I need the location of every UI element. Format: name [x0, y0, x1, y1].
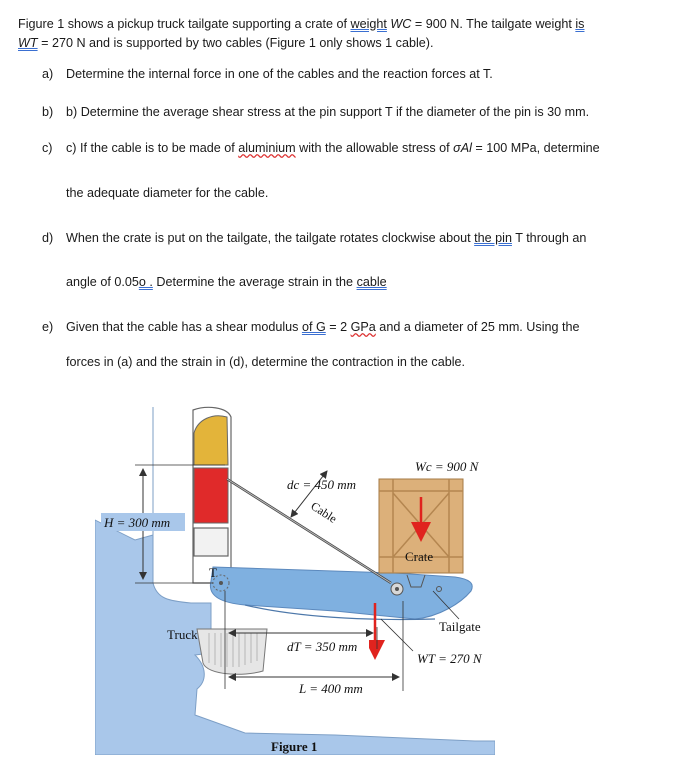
crate-label: Crate — [405, 549, 434, 564]
item-e-text — [66, 320, 580, 334]
wt-label: WT = 270 N — [417, 651, 482, 666]
item-c-text-cont: the adequate diameter for the cable. — [66, 186, 269, 200]
figure-1 — [95, 405, 495, 755]
item-d-text-part: T through an — [511, 231, 587, 245]
item-e-text-part: Given that the cable has a shear modulus — [66, 320, 302, 334]
intro-text: is — [575, 17, 585, 31]
item-c-text-part: = 100 MPa, determine — [471, 141, 600, 155]
intro-text: Figure 1 shows a pickup truck tailgate supporting a crate of — [18, 17, 351, 31]
tailgate-label: Tailgate — [439, 619, 481, 634]
item-e-text-part: GPa — [350, 320, 376, 334]
item-a-label: a) — [42, 67, 54, 81]
item-c-text-part: with the allowable stress of — [295, 141, 454, 155]
item-c-text — [66, 141, 600, 155]
taillight-white — [194, 528, 228, 556]
wt-leader — [381, 619, 413, 651]
h-label: H = 300 mm — [104, 515, 171, 530]
intro-line-2 — [18, 34, 584, 53]
item-e-text-part: of G — [301, 320, 326, 334]
figure-caption: Figure 1 — [271, 739, 318, 754]
intro-text: = 270 N and is supported by two cables (Figure 1 only shows 1 cable). — [37, 36, 434, 50]
item-d-text — [66, 231, 586, 245]
item-d-text-part: the pin — [474, 231, 512, 245]
dc-label: dc = 450 mm — [287, 477, 357, 492]
item-c-label: c) — [42, 141, 53, 155]
taillight-yellow — [194, 416, 228, 465]
item-b-text: b) Determine the average shear stress at the pin support T if the diameter of the pin is 30 mm. — [66, 105, 590, 119]
item-e-text-part: = 2 — [325, 320, 351, 334]
item-d-text-part: angle of 0.05 — [66, 275, 139, 289]
cable-label: Cable — [308, 498, 340, 526]
item-c-text-part: aluminium — [238, 141, 296, 155]
symbol-sigma-al: σAl — [453, 141, 472, 155]
item-d-text-part: When the crate is put on the tailgate, the tailgate rotates clockwise about — [66, 231, 475, 245]
item-d-label: d) — [42, 231, 54, 245]
bumper — [197, 629, 267, 674]
t-label: T — [209, 565, 217, 580]
item-d-text-part: o . — [138, 275, 153, 289]
intro-text: = 900 N. The tailgate weight — [411, 17, 576, 31]
wc-label: Wc = 900 N — [415, 459, 479, 474]
intro-line-1 — [18, 15, 584, 34]
tailgate — [210, 567, 472, 619]
item-d-text-cont — [66, 275, 387, 289]
symbol-wc: WC — [386, 17, 412, 31]
cable-anchor-center — [395, 587, 399, 591]
symbol-wt: WT — [18, 36, 38, 50]
item-d-text-part: cable — [356, 275, 387, 289]
dt-label: dT = 350 mm — [287, 639, 358, 654]
item-e-text-part: and a diameter of 25 mm. Using the — [375, 320, 580, 334]
item-c-text-part: c) If the cable is to be made of — [66, 141, 239, 155]
l-label: L = 400 mm — [299, 681, 363, 696]
item-a-text: Determine the internal force in one of the cables and the reaction forces at T. — [66, 67, 493, 81]
item-d-text-part: Determine the average strain in the — [152, 275, 357, 289]
item-b-label: b) — [42, 105, 54, 119]
intro-paragraph — [18, 15, 584, 53]
taillight-red — [194, 468, 228, 523]
intro-text: weight — [350, 17, 387, 31]
item-e-label: e) — [42, 320, 54, 334]
pin-t-center — [219, 581, 223, 585]
truck-label: Truck — [167, 627, 198, 642]
item-e-text-cont: forces in (a) and the strain in (d), determine the contraction in the cable. — [66, 355, 466, 369]
